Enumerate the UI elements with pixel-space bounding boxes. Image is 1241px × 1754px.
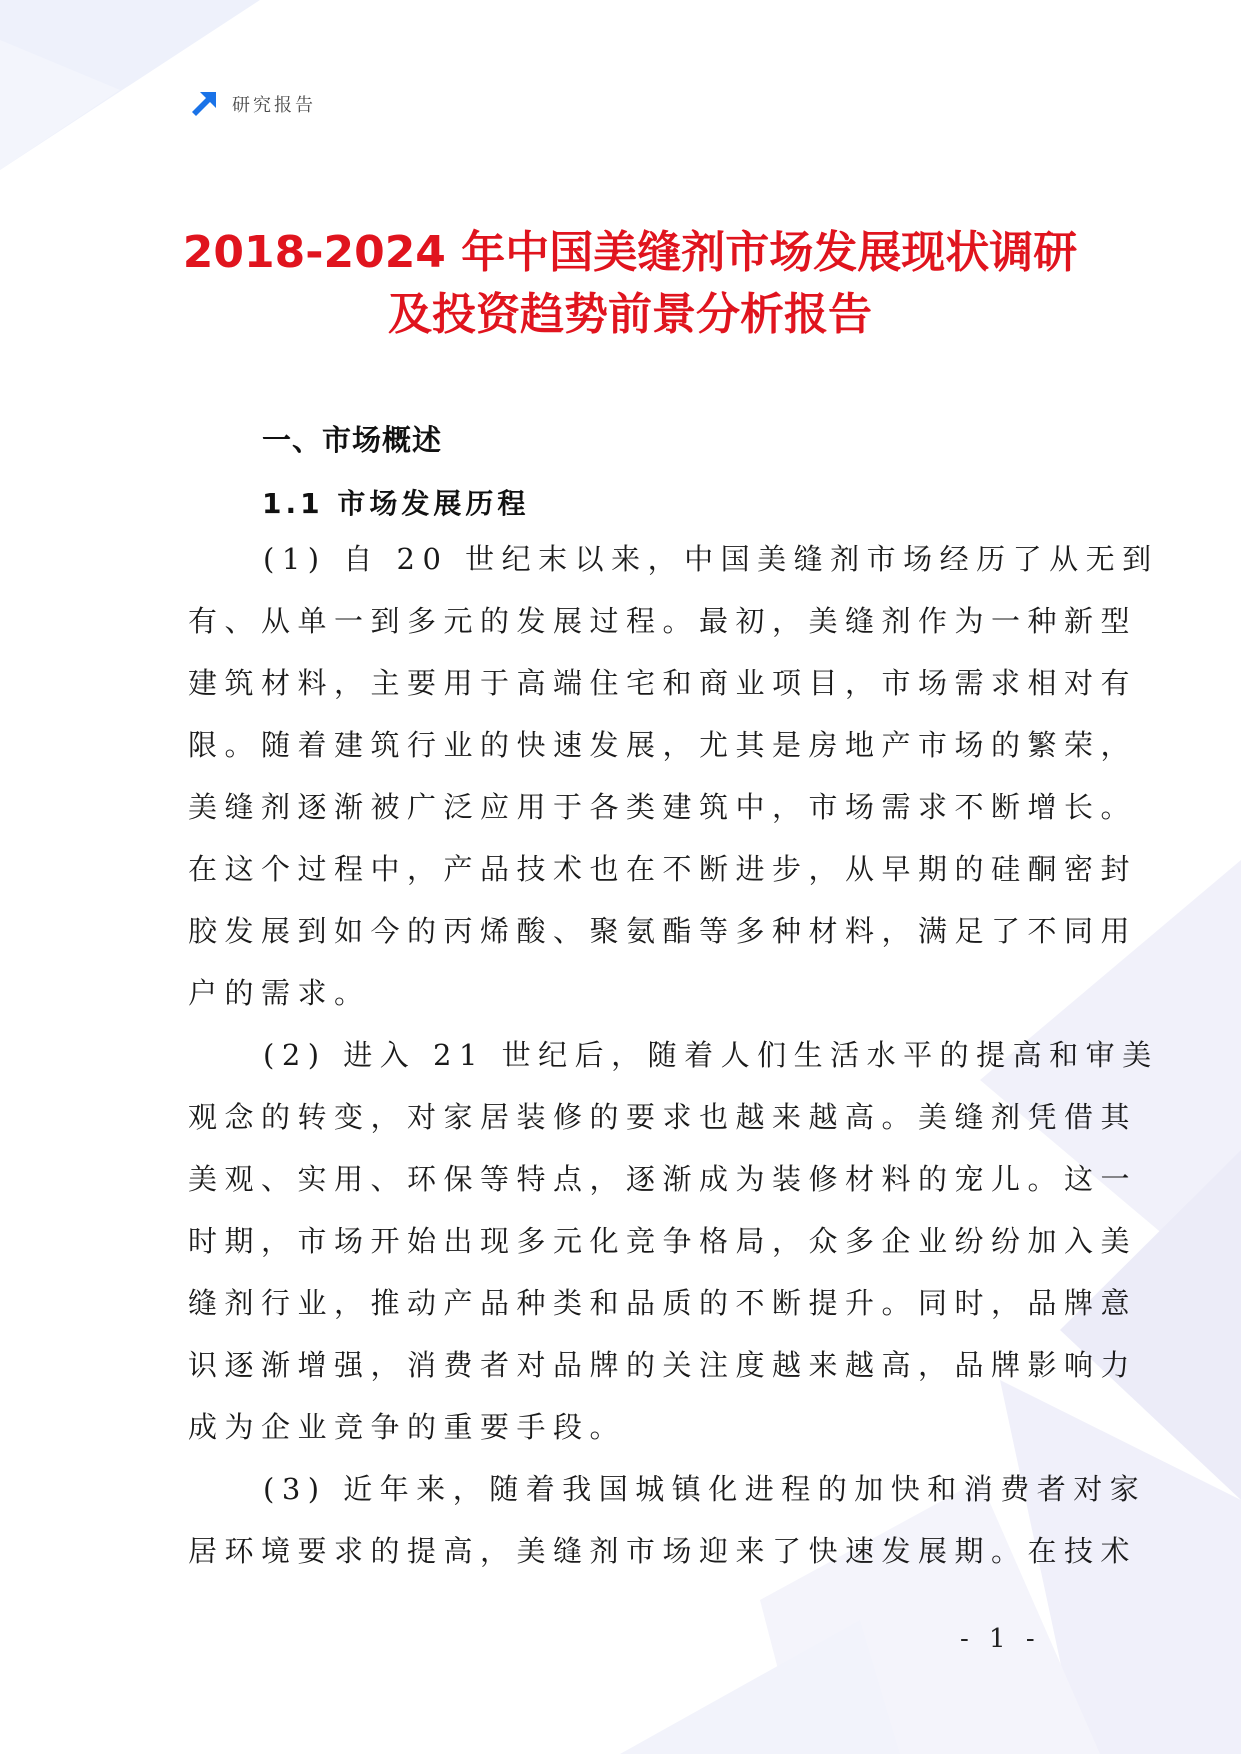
paragraph-3: [188, 1458, 1147, 1582]
text-line: (2) 进入 21 世纪后，随着人们生活水平的提高和审美: [263, 1038, 1159, 1072]
brand-label: 研究报告: [232, 95, 316, 116]
text-line: 居环境要求的提高，美缝剂市场迎来了快速发展期。在技术: [188, 1534, 1138, 1568]
text-line: 户的需求。: [188, 976, 371, 1010]
body-text: [188, 528, 1159, 1582]
paragraph-2: [188, 1024, 1159, 1458]
subsection-heading: 1.1 市场发展历程: [262, 487, 530, 520]
text-line: 在这个过程中，产品技术也在不断进步，从早期的硅酮密封: [188, 852, 1138, 886]
text-line: (1) 自 20 世纪末以来，中国美缝剂市场经历了从无到: [263, 542, 1159, 576]
arrow-up-right-icon: [188, 88, 220, 120]
text-line: 美观、实用、环保等特点，逐渐成为装修材料的宠儿。这一: [188, 1162, 1138, 1196]
text-line: 有、从单一到多元的发展过程。最初，美缝剂作为一种新型: [188, 604, 1138, 638]
text-line: (3) 近年来，随着我国城镇化进程的加快和消费者对家: [263, 1472, 1147, 1506]
page-number: - 1 -: [960, 1624, 1041, 1654]
report-title: [150, 222, 1110, 346]
section-heading: 一、市场概述: [262, 423, 443, 457]
paragraph-1: [188, 528, 1159, 1024]
text-line: 美缝剂逐渐被广泛应用于各类建筑中，市场需求不断增长。: [188, 790, 1138, 824]
report-title-line-2: 及投资趋势前景分析报告: [388, 289, 872, 340]
text-line: 缝剂行业，推动产品种类和品质的不断提升。同时，品牌意: [188, 1286, 1138, 1320]
report-title-line-1: 2018-2024 年中国美缝剂市场发展现状调研: [182, 227, 1078, 278]
text-line: 建筑材料，主要用于高端住宅和商业项目，市场需求相对有: [188, 666, 1138, 700]
text-line: 限。随着建筑行业的快速发展，尤其是房地产市场的繁荣，: [188, 728, 1138, 762]
text-line: 时期，市场开始出现多元化竞争格局，众多企业纷纷加入美: [188, 1224, 1138, 1258]
header-brand: [188, 88, 316, 120]
text-line: 观念的转变，对家居装修的要求也越来越高。美缝剂凭借其: [188, 1100, 1138, 1134]
text-line: 成为企业竞争的重要手段。: [188, 1410, 627, 1444]
text-line: 胶发展到如今的丙烯酸、聚氨酯等多种材料，满足了不同用: [188, 914, 1138, 948]
text-line: 识逐渐增强，消费者对品牌的关注度越来越高，品牌影响力: [188, 1348, 1138, 1382]
